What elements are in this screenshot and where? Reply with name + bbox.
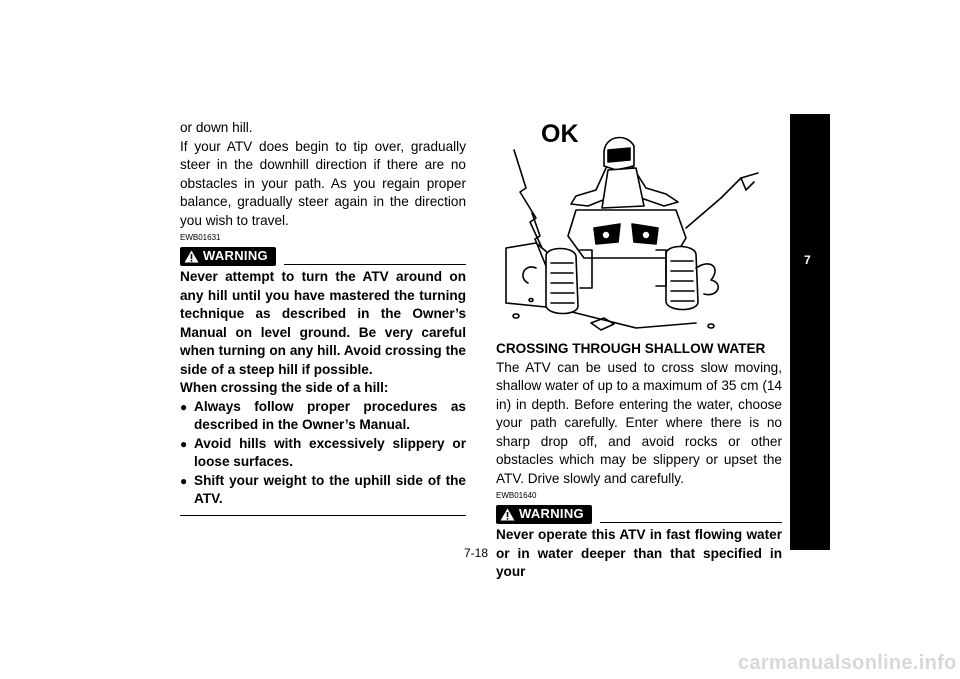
bullet-text: Shift your weight to the uphill side of the ATV. (194, 472, 466, 506)
footer-watermark: carmanualsonline.info (738, 652, 957, 674)
paragraph-tip-over: If your ATV does begin to tip over, gradually steer in the downhill direction if there are no obstacles in your path. As you regain proper balance, gradually steer again in the direction you wish to travel. (180, 138, 466, 228)
section-heading: CROSSING THROUGH SHALLOW WATER (496, 341, 766, 356)
bullet-item (180, 472, 466, 509)
warning-badge (180, 247, 276, 266)
warning-label: WARNING (203, 248, 268, 264)
page-number: 7-18 (464, 546, 489, 560)
warning-end-rule (180, 515, 466, 516)
paragraph-continuation: or down hill. (180, 120, 253, 135)
warning-label: WARNING (519, 506, 584, 522)
warning-header (180, 244, 466, 266)
illustration-ok-label: OK (541, 120, 579, 148)
left-column (180, 119, 466, 516)
warning-rule (600, 522, 782, 523)
atv-hill-crossing-illustration (496, 118, 786, 340)
bullet-icon: ● (180, 473, 188, 488)
chapter-tab-number: 7 (804, 253, 811, 267)
warning-text: Never attempt to turn the ATV around on any hill until you have mastered the turning technique as described in the Owner’s Manual on level ground. Be very careful when turning on any hill. Avoid crossing the side of a steep hill if possible. (180, 269, 466, 377)
shallow-water-paragraph: The ATV can be used to cross slow moving, shallow water of up to a maximum of 35 cm (14 in) in depth. Before entering the water, choose your path carefully. Enter where there is no sharp drop off, and avoid rocks or other obstacles which may be slippery or upset the ATV. Drive slowly and carefully. (496, 359, 782, 486)
warning-code: EWB01631 (180, 233, 221, 242)
right-column (496, 340, 782, 582)
bullet-text: Avoid hills with excessively slippery or loose surfaces. (194, 435, 466, 469)
bullet-icon: ● (180, 436, 188, 451)
warning-triangle-icon (500, 508, 515, 521)
warning-triangle-icon (184, 250, 199, 263)
bullet-item (180, 435, 466, 472)
warning-subheading: When crossing the side of a hill: (180, 380, 389, 395)
bullet-text: Always follow proper procedures as described in the Owner’s Manual. (194, 398, 466, 432)
bullet-icon: ● (180, 399, 188, 414)
warning-badge (496, 505, 592, 524)
warning-code: EWB01640 (496, 491, 537, 500)
warning-rule (284, 264, 466, 265)
bullet-item (180, 398, 466, 435)
chapter-tab (790, 114, 830, 550)
warning-header (496, 502, 782, 524)
warning-text: Never operate this ATV in fast flowing water or in water deeper than that specified in your (496, 527, 782, 579)
